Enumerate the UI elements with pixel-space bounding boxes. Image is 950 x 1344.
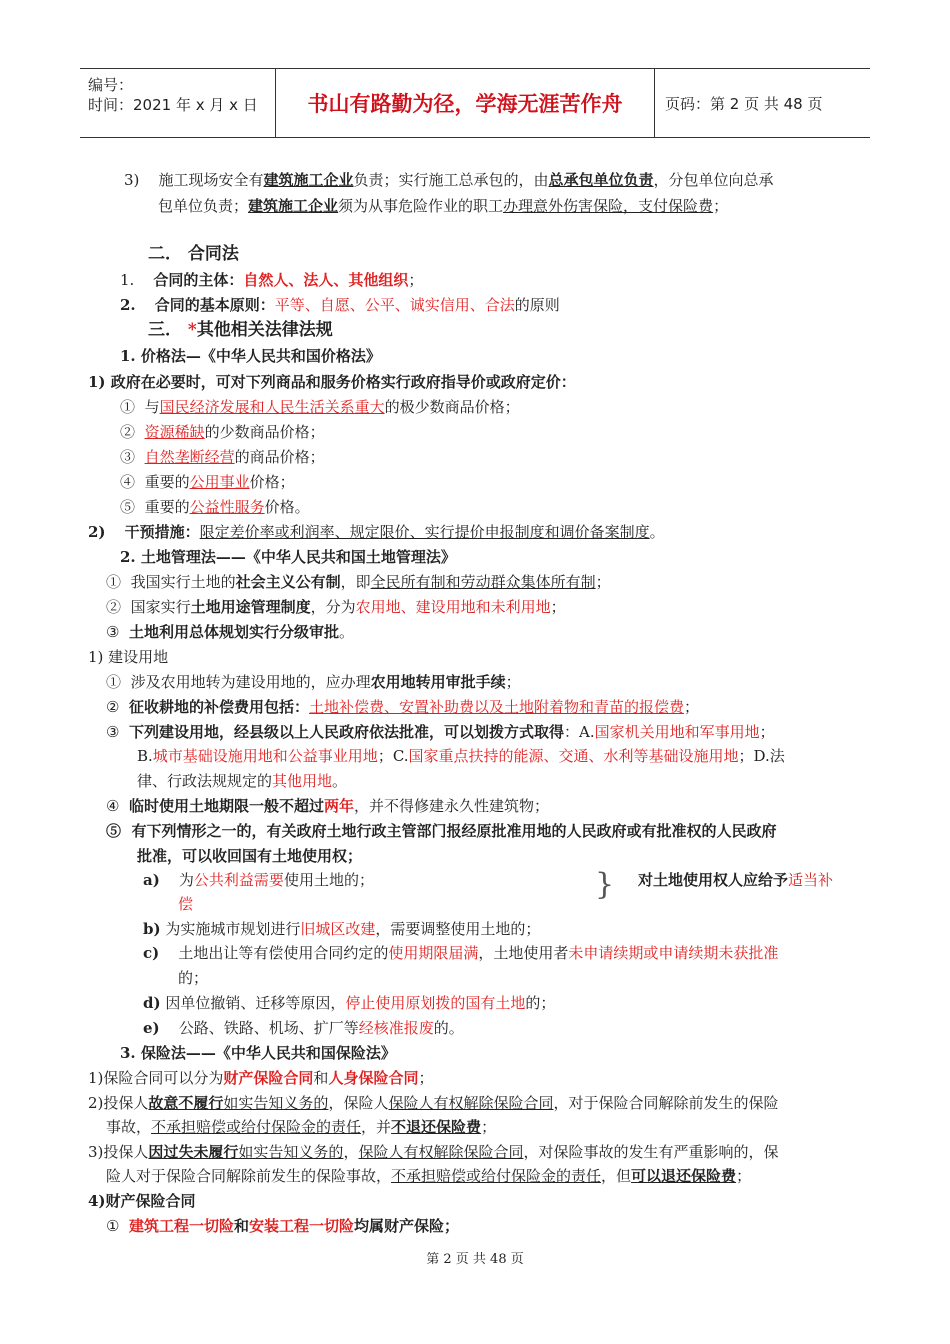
reclaim-a-line-2: 偿 [178, 895, 194, 913]
header-page-cell [655, 69, 870, 137]
text: ，需要调整使用土地的； [375, 920, 541, 938]
law-1-circle-2 [120, 422, 325, 442]
land-circle-5-line-2: 批准，可以收回国有土地使用权； [137, 847, 363, 865]
text: 其他相关法律法规 [196, 320, 333, 340]
text: 保险人有权解除保险合同 [358, 1143, 524, 1161]
text: 下列建设用地，经县级以上人民政府依法批准，可以划拨方式取得 [129, 723, 565, 741]
text: ； [505, 673, 521, 691]
reclaim-d [143, 993, 555, 1013]
page-header [80, 68, 870, 138]
section-3-title [148, 320, 333, 340]
ins-item-3-line-2 [106, 1166, 751, 1186]
land-circle-4 [106, 796, 549, 816]
ins-item-3 [88, 1142, 778, 1162]
text: 2)投保人 [88, 1094, 149, 1112]
text: ； [418, 1069, 434, 1087]
text: 的； [525, 994, 556, 1012]
circle-number: ② [120, 423, 136, 441]
law-1-item-1: 1) 政府在必要时，可对下列商品和服务价格实行政府指导价或政府定价： [88, 373, 576, 391]
list-number: 3) [124, 171, 140, 189]
law-1-circle-1 [120, 397, 520, 417]
text: ； [481, 1118, 497, 1136]
text: 可以退还保险费 [631, 1167, 737, 1185]
text: 我国实行土地的 [130, 573, 236, 591]
text: 建筑施工企业 [263, 171, 354, 189]
list-letter: c) [143, 944, 160, 962]
text: 和 [234, 1217, 250, 1235]
doc-id-label: 编号： [88, 76, 134, 94]
reclaim-compensation [638, 870, 833, 890]
circle-number: ④ [106, 797, 120, 815]
text: ，分包单位向总承 [653, 171, 774, 189]
text: 两年 [324, 797, 355, 815]
text: 国民经济发展和人民生活关系重大 [159, 398, 385, 416]
text: 律、行政法规规定的 [137, 772, 273, 790]
text: 建筑工程一切险 [129, 1217, 235, 1235]
ins-item-4: 4)财产保险合同 [88, 1192, 196, 1210]
text: ，土地使用者 [478, 944, 569, 962]
text: 有下列情形之一的，有关政府土地行政主管部门报经原批准用地的人民政府或有批准权的人民政府 [131, 822, 777, 840]
text: B. [137, 747, 153, 765]
text: ，对于保险合同解除前发生的保险 [553, 1094, 779, 1112]
text: 因过失未履行 [148, 1143, 239, 1161]
law-2-circle-2 [106, 597, 566, 617]
text: ，即 [340, 573, 371, 591]
text: 如实告知义务的 [223, 1094, 329, 1112]
text: 对土地使用权人应给予 [638, 871, 789, 889]
text: ； [759, 723, 775, 741]
text: 的商品价格； [234, 448, 325, 466]
circle-number: ⑤ [106, 822, 122, 840]
text: 国家实行 [130, 598, 191, 616]
circle-number: ① [120, 398, 136, 416]
text: 公共利益需要 [193, 871, 284, 889]
list-letter: e) [143, 1019, 160, 1037]
text: 公用事业 [189, 473, 250, 491]
text: 价格。 [264, 498, 310, 516]
para-3-line-2 [158, 196, 728, 216]
header-page-label: 页码：第 2 页 共 48 页 [665, 94, 823, 113]
law-1-circle-5 [120, 497, 310, 517]
text: 的原则 [514, 296, 560, 314]
text: 公路、铁路、机场、扩厂等 [178, 1019, 359, 1037]
text: ， [343, 1143, 359, 1161]
ins-item-2 [88, 1093, 778, 1113]
text: ； [595, 573, 611, 591]
ins-item-4-circle-1 [106, 1216, 459, 1236]
circle-number: ③ [106, 623, 120, 641]
text: 1)保险合同可以分为 [88, 1069, 224, 1087]
text: 故意不履行 [148, 1094, 224, 1112]
law-2-item-1: 1) 建设用地 [88, 648, 169, 666]
reclaim-a [143, 870, 374, 890]
reclaim-c-line-2: 的； [178, 969, 209, 987]
text: 资源稀缺 [144, 423, 205, 441]
circle-number: ③ [120, 448, 136, 466]
header-motto-cell [276, 69, 655, 137]
list-number: 2) [88, 523, 106, 541]
text: 国家重点扶持的能源、交通、水利等基础设施用地 [408, 747, 739, 765]
text: ； [713, 197, 729, 215]
text: 未申请续期或申请续期未获批准 [568, 944, 779, 962]
text: 重要的 [144, 498, 190, 516]
header-meta [80, 69, 276, 137]
text: ，分为 [310, 598, 356, 616]
text: 土地用途管理制度 [190, 598, 311, 616]
reclaim-b [143, 919, 540, 939]
text: 险人对于保险合同解除前发生的保险事故， [106, 1167, 392, 1185]
reclaim-e [143, 1018, 464, 1038]
law-1-item-2 [88, 522, 665, 542]
text: 适当补 [788, 871, 834, 889]
page-footer: 第 2 页 共 48 页 [426, 1252, 524, 1267]
text: ，对保险事故的发生有严重影响的，保 [523, 1143, 779, 1161]
list-letter: b) [143, 920, 161, 938]
text: 国家机关用地和军事用地 [594, 723, 760, 741]
para-3-line-1 [124, 170, 774, 190]
text: 农用地、建设用地和未利用地 [355, 598, 551, 616]
text: ； [684, 698, 700, 716]
text: 的极少数商品价格； [384, 398, 520, 416]
text: ； [736, 1167, 752, 1185]
text: 的少数商品价格； [204, 423, 325, 441]
circle-number: ① [106, 573, 122, 591]
text: 财产保险合同 [223, 1069, 314, 1087]
ins-item-1 [88, 1068, 433, 1088]
text: 安装工程一切险 [249, 1217, 355, 1235]
circle-number: ① [106, 673, 122, 691]
land-circle-1 [106, 672, 521, 692]
text: ：A. [564, 723, 595, 741]
text: ，但 [601, 1167, 632, 1185]
text: 因单位撤销、迁移等原因， [165, 994, 346, 1012]
text: 社会主义公有制 [235, 573, 341, 591]
text: 农用地转用审批手续 [370, 673, 506, 691]
text: 平等、自愿、公平、诚实信用、合法 [274, 296, 515, 314]
list-number: 1. [120, 271, 135, 289]
text: 公益性服务 [189, 498, 265, 516]
land-circle-2 [106, 697, 699, 717]
law-2-title: 2. 土地管理法——《中华人民共和国土地管理法》 [120, 548, 456, 566]
text: 价格； [249, 473, 295, 491]
text: 3)投保人 [88, 1143, 149, 1161]
text: 如实告知义务的 [238, 1143, 344, 1161]
text: 和 [313, 1069, 329, 1087]
text: 事故， [106, 1118, 152, 1136]
asterisk: * [187, 320, 197, 340]
text: 合同的基本原则： [154, 296, 275, 314]
text: 全民所有制和劳动群众集体所有制 [370, 573, 596, 591]
header-motto: 书山有路勤为径，学海无涯苦作舟 [307, 92, 623, 116]
text: 使用土地的； [283, 871, 374, 889]
text: ，并不得修建永久性建筑物； [354, 797, 550, 815]
law-3-title: 3. 保险法——《中华人民共和国保险法》 [120, 1044, 396, 1062]
circle-number: ② [106, 698, 120, 716]
text: 的。 [433, 1019, 464, 1037]
list-number: 2. [120, 296, 136, 314]
text: 为 [178, 871, 194, 889]
text: 征收耕地的补偿费用包括： [129, 698, 310, 716]
section-2-title: 二． 合同法 [148, 244, 239, 264]
land-circle-3 [106, 722, 775, 742]
text: 不承担赔偿或给付保险金的责任 [391, 1167, 602, 1185]
law-1-title: 1. 价格法—《中华人民共和国价格法》 [120, 347, 381, 365]
doc-date-label: 时间：2021 年 x 月 x 日 [88, 96, 258, 114]
text: 不退还保险费 [391, 1118, 482, 1136]
text: 使用期限届满 [388, 944, 479, 962]
text: 干预措施： [124, 523, 200, 541]
text: ，保险人 [328, 1094, 389, 1112]
circle-number: ② [106, 598, 122, 616]
text: 保险人有权解除保险合同 [388, 1094, 554, 1112]
text: 自然垄断经营 [144, 448, 235, 466]
s2-item-2 [120, 295, 560, 315]
text: 不承担赔偿或给付保险金的责任 [151, 1118, 362, 1136]
text: ；C. [377, 747, 409, 765]
text: 包单位负责； [158, 197, 249, 215]
circle-number: ① [106, 1217, 120, 1235]
reclaim-c [143, 943, 778, 963]
circle-number: ⑤ [120, 498, 136, 516]
text: 总承包单位负责 [548, 171, 654, 189]
text: 土地补偿费、安置补助费以及土地附着物和青苗的报偿费 [309, 698, 685, 716]
land-circle-5 [106, 821, 776, 841]
law-2-circle-3 [106, 622, 354, 642]
circle-number: ④ [120, 473, 136, 491]
land-circle-3-line-3 [137, 771, 347, 791]
text: ； [408, 271, 424, 289]
text: 停止使用原划拨的国有土地 [345, 994, 526, 1012]
circle-number: ③ [106, 723, 120, 741]
text: 临时使用土地期限一般不超过 [129, 797, 325, 815]
text: 。 [339, 623, 355, 641]
text: 。 [332, 772, 348, 790]
text: 须为从事危险作业的职工 [338, 197, 504, 215]
text: 人身保险合同 [328, 1069, 419, 1087]
ins-item-2-line-2 [106, 1117, 496, 1137]
text: 。 [649, 523, 665, 541]
text: 负责；实行施工总承包的，由 [353, 171, 549, 189]
text: 自然人、法人、其他组织 [243, 271, 409, 289]
text: 土地利用总体规划实行分级审批 [129, 623, 340, 641]
law-1-circle-3 [120, 447, 325, 467]
text: 城市基础设施用地和公益事业用地 [152, 747, 378, 765]
text: 旧城区改建 [300, 920, 376, 938]
law-1-circle-4 [120, 472, 295, 492]
text: 涉及农用地转为建设用地的，应办理 [130, 673, 371, 691]
land-circle-3-line-2 [137, 746, 785, 766]
text: 限定差价率或利润率、规定限价、实行提价申报制度和调价备案制度 [199, 523, 650, 541]
text: 土地出让等有偿使用合同约定的 [178, 944, 389, 962]
text: 合同的主体： [153, 271, 244, 289]
text: 施工现场安全有 [158, 171, 264, 189]
text: ，并 [361, 1118, 392, 1136]
text: 办理意外伤害保险，支付保险费 [503, 197, 714, 215]
law-2-circle-1 [106, 572, 611, 592]
text: 与 [144, 398, 160, 416]
text: 重要的 [144, 473, 190, 491]
text: 均属财产保险； [354, 1217, 460, 1235]
list-letter: d) [143, 994, 161, 1012]
text: ；D.法 [738, 747, 785, 765]
text: 经核准报废 [358, 1019, 434, 1037]
list-letter: a) [143, 871, 160, 889]
text: 为实施城市规划进行 [165, 920, 301, 938]
text: ； [550, 598, 566, 616]
text: 建筑施工企业 [248, 197, 339, 215]
s2-item-1 [120, 270, 423, 290]
text: 三． [148, 320, 188, 340]
text: 其他用地 [272, 772, 333, 790]
brace-icon: } [595, 867, 615, 902]
